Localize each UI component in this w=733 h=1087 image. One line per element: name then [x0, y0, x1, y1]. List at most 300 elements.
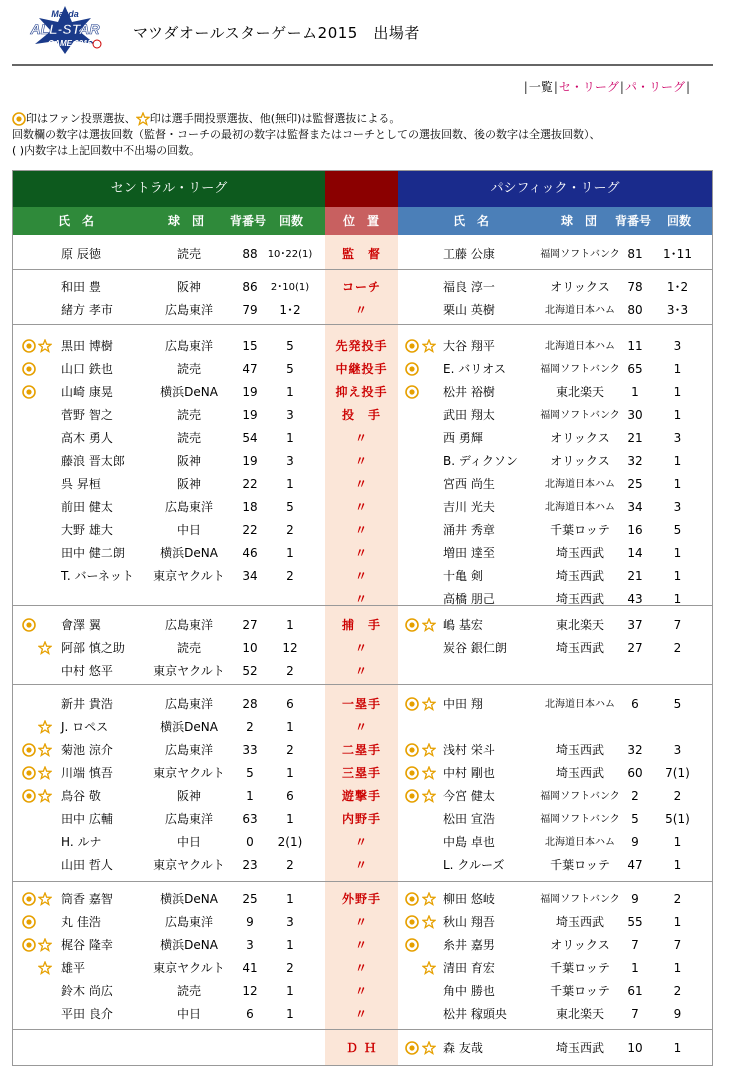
league-header-row [13, 171, 712, 207]
logo-text-2: ALL-STAR [30, 21, 100, 37]
central-selection-count: 10･22(1) [267, 249, 313, 260]
pacific-team: オリックス [550, 454, 610, 468]
header-divider [12, 64, 713, 66]
central-player-name: 梶谷 隆幸 [61, 938, 113, 952]
central-col-count: 回数 [279, 214, 304, 228]
central-uniform-number: 3 [246, 938, 254, 952]
central-team: 広島東洋 [164, 339, 213, 353]
fan-vote-icon [405, 339, 419, 356]
fan-vote-icon [22, 339, 36, 356]
central-player-name: 平田 良介 [61, 1007, 113, 1021]
position-label: 〃 [354, 641, 368, 655]
central-uniform-number: 23 [242, 858, 258, 872]
logo-text-1: Mazda [51, 9, 79, 19]
nav-link-all[interactable]: 一覧 [528, 80, 553, 94]
legend-notes [12, 111, 601, 159]
pacific-selection-count: 7(1) [665, 766, 690, 780]
position-label: 〃 [354, 961, 368, 975]
central-player-name: 菅野 智之 [61, 408, 113, 422]
central-uniform-number: 19 [242, 408, 258, 422]
pacific-uniform-number: 14 [627, 546, 643, 560]
pacific-team: 北海道日本ハム [545, 699, 615, 710]
pacific-selection-count: 1 [673, 1041, 682, 1055]
central-player-name: 原 辰徳 [61, 247, 101, 261]
central-uniform-number: 25 [242, 892, 258, 906]
pacific-uniform-number: 5 [631, 812, 639, 826]
pacific-player-name: 増田 達至 [443, 546, 495, 560]
all-star-logo [15, 4, 115, 56]
player-vote-icon [422, 892, 436, 909]
position-label: 〃 [354, 569, 368, 583]
pacific-uniform-number: 34 [627, 500, 643, 514]
fan-vote-icon [12, 112, 26, 126]
roster-table [12, 170, 713, 1066]
pacific-uniform-number: 1 [631, 961, 639, 975]
pacific-team: 千葉ロッテ [550, 961, 610, 975]
central-team: 東京ヤクルト [153, 858, 225, 872]
pacific-player-name: 宮西 尚生 [443, 477, 495, 491]
table-row [13, 693, 712, 716]
central-player-name: 雄平 [61, 961, 86, 975]
player-vote-icon [422, 961, 436, 978]
central-player-name: 和田 豊 [61, 280, 101, 294]
central-player-name: 山田 哲人 [61, 858, 113, 872]
central-player-name: 山口 鉄也 [61, 362, 113, 376]
central-selection-count: 2･10(1) [270, 282, 310, 293]
pacific-player-name: 武田 翔太 [443, 408, 495, 422]
position-label: 先発投手 [335, 339, 388, 353]
pacific-team: 埼玉西武 [555, 592, 604, 606]
pacific-uniform-number: 21 [627, 431, 643, 445]
player-vote-icon [38, 720, 52, 737]
pacific-columns-bg [398, 207, 712, 235]
pacific-uniform-number: 30 [627, 408, 643, 422]
central-team: 横浜DeNA [160, 720, 218, 734]
pacific-player-name: 大谷 翔平 [443, 339, 495, 353]
fan-vote-icon [405, 618, 419, 635]
fan-vote-icon [22, 915, 36, 932]
player-vote-icon [422, 1041, 436, 1058]
central-team: 東京ヤクルト [153, 664, 225, 678]
central-team: 読売 [176, 362, 201, 376]
pacific-player-name: 嶋 基宏 [443, 618, 483, 632]
central-uniform-number: 12 [242, 984, 258, 998]
column-header-row [13, 207, 712, 235]
fan-vote-icon [405, 915, 419, 932]
central-uniform-number: 5 [246, 766, 254, 780]
pacific-team: 埼玉西武 [555, 641, 604, 655]
pacific-selection-count: 3 [673, 339, 682, 353]
fan-vote-icon [22, 743, 36, 760]
table-row [13, 542, 712, 565]
central-selection-count: 5 [286, 362, 294, 376]
position-label: 〃 [354, 984, 368, 998]
table-row [13, 957, 712, 980]
central-selection-count: 5 [286, 500, 294, 514]
table-row [13, 358, 712, 381]
player-vote-icon [38, 766, 52, 783]
table-row [13, 614, 712, 637]
table-row [13, 934, 712, 957]
fan-vote-icon [22, 789, 36, 806]
position-label: 監 督 [341, 247, 381, 261]
central-selection-count: 3 [286, 454, 294, 468]
position-label: 二塁手 [341, 743, 381, 757]
nav-link-pacific[interactable]: パ・リーグ [624, 80, 685, 94]
pacific-team: 埼玉西武 [555, 766, 604, 780]
pacific-team: 福岡ソフトバンク [540, 410, 620, 421]
table-row [13, 911, 712, 934]
pacific-selection-count: 1 [673, 408, 682, 422]
pacific-player-name: 浅村 栄斗 [443, 743, 495, 757]
fan-vote-icon [405, 743, 419, 760]
central-team: 阪神 [176, 454, 201, 468]
pacific-team: 埼玉西武 [555, 546, 604, 560]
table-row [13, 450, 712, 473]
pacific-team: 福岡ソフトバンク [540, 249, 620, 260]
legend-absence-note: ( )内数字は上記回数中不出場の回数。 [12, 144, 201, 157]
pacific-col-team: 球 団 [561, 214, 598, 228]
central-player-name: 中村 悠平 [61, 664, 113, 678]
player-vote-icon [38, 641, 52, 658]
pacific-uniform-number: 1 [631, 385, 639, 399]
central-uniform-number: 22 [242, 477, 258, 491]
fan-vote-icon [405, 766, 419, 783]
position-label: 中継投手 [335, 362, 388, 376]
central-player-name: 前田 健太 [61, 500, 113, 514]
central-player-name: 鳥谷 敬 [61, 789, 101, 803]
pacific-player-name: 十亀 剣 [443, 569, 483, 583]
table-row [13, 660, 712, 683]
table-row [13, 404, 712, 427]
pacific-selection-count: 5 [673, 697, 682, 711]
central-team: 中日 [176, 835, 201, 849]
pacific-team: 東北楽天 [555, 1007, 604, 1021]
central-uniform-number: 47 [242, 362, 258, 376]
pacific-team: 北海道日本ハム [545, 341, 615, 352]
table-row [13, 588, 712, 611]
central-uniform-number: 41 [242, 961, 258, 975]
fan-vote-icon [405, 892, 419, 909]
legend-player-text: 印は選手間投票選抜、他(無印)は監督選抜による。 [149, 112, 401, 125]
pacific-selection-count: 7 [673, 618, 682, 632]
pacific-uniform-number: 60 [627, 766, 643, 780]
pacific-league-header: パシフィック・リーグ [398, 171, 712, 207]
central-uniform-number: 9 [246, 915, 254, 929]
central-team: 読売 [176, 431, 201, 445]
central-selection-count: 1 [286, 618, 294, 632]
central-team: 横浜DeNA [160, 546, 218, 560]
central-player-name: 藤浪 晋太郎 [61, 454, 125, 468]
central-player-name: 田中 健二朗 [61, 546, 125, 560]
central-selection-count: 2 [286, 569, 294, 583]
pacific-player-name: 森 友哉 [443, 1041, 483, 1055]
fan-vote-icon [405, 697, 419, 714]
central-team: 広島東洋 [164, 812, 213, 826]
table-row [13, 739, 712, 762]
pacific-team: 千葉ロッテ [550, 858, 610, 872]
table-row [13, 637, 712, 660]
pacific-selection-count: 1 [673, 592, 682, 606]
position-label: コーチ [341, 280, 381, 294]
central-uniform-number: 19 [242, 454, 258, 468]
central-player-name: 大野 雄大 [61, 523, 113, 537]
central-uniform-number: 33 [242, 743, 258, 757]
pacific-selection-count: 9 [673, 1007, 682, 1021]
central-selection-count: 12 [282, 641, 298, 655]
central-team: 読売 [176, 641, 201, 655]
pacific-player-name: B. ディクソン [443, 454, 518, 468]
pacific-team: オリックス [550, 431, 610, 445]
table-row [13, 496, 712, 519]
central-player-name: 丸 佳浩 [61, 915, 101, 929]
pacific-player-name: 中村 剛也 [443, 766, 495, 780]
central-uniform-number: 63 [242, 812, 258, 826]
central-team: 横浜DeNA [160, 938, 218, 952]
central-team: 横浜DeNA [160, 892, 218, 906]
league-nav: |一覧|セ・リーグ|パ・リーグ| [523, 80, 690, 94]
pacific-team: 東北楽天 [555, 618, 604, 632]
pacific-player-name: 松田 宣浩 [443, 812, 495, 826]
pacific-selection-count: 3･3 [666, 303, 689, 317]
pacific-selection-count: 1 [673, 385, 682, 399]
pacific-player-name: 栗山 英樹 [443, 303, 495, 317]
pacific-player-name: 中田 翔 [443, 697, 483, 711]
player-vote-icon [422, 339, 436, 356]
central-uniform-number: 88 [242, 247, 258, 261]
pacific-uniform-number: 80 [627, 303, 643, 317]
pacific-selection-count: 5 [673, 523, 682, 537]
position-label: 〃 [354, 546, 368, 560]
pacific-uniform-number: 37 [627, 618, 643, 632]
pacific-uniform-number: 9 [631, 892, 639, 906]
pacific-team: 北海道日本ハム [545, 479, 615, 490]
central-team: 阪神 [176, 477, 201, 491]
player-vote-icon [38, 789, 52, 806]
central-selection-count: 1 [286, 1007, 294, 1021]
central-uniform-number: 27 [242, 618, 258, 632]
pacific-team: 北海道日本ハム [545, 502, 615, 513]
position-label: 〃 [354, 500, 368, 514]
table-row [13, 565, 712, 588]
table-row [13, 808, 712, 831]
position-label: 投 手 [341, 408, 381, 422]
position-label: 〃 [354, 664, 368, 678]
central-player-name: 田中 広輔 [61, 812, 113, 826]
player-vote-icon [38, 892, 52, 909]
pacific-uniform-number: 2 [631, 789, 639, 803]
pacific-selection-count: 1 [673, 961, 682, 975]
table-row [13, 335, 712, 358]
central-selection-count: 2 [286, 523, 294, 537]
central-team: 東京ヤクルト [153, 961, 225, 975]
section-divider [13, 1029, 712, 1030]
player-vote-icon [422, 789, 436, 806]
central-selection-count: 2 [286, 858, 294, 872]
position-label: 〃 [354, 303, 368, 317]
player-vote-icon [422, 743, 436, 760]
player-vote-icon [422, 697, 436, 714]
position-label: 〃 [354, 938, 368, 952]
table-row [13, 473, 712, 496]
table-row [13, 888, 712, 911]
central-team: 阪神 [176, 789, 201, 803]
position-label: 〃 [354, 477, 368, 491]
fan-vote-icon [22, 766, 36, 783]
central-selection-count: 1 [286, 938, 294, 952]
central-col-name: 氏 名 [58, 214, 95, 228]
fan-vote-icon [405, 938, 419, 955]
pacific-selection-count: 1･2 [666, 280, 689, 294]
fan-vote-icon [22, 385, 36, 402]
central-uniform-number: 79 [242, 303, 258, 317]
pacific-player-name: 福良 淳一 [443, 280, 495, 294]
position-col-header: 位 置 [343, 214, 380, 228]
central-uniform-number: 54 [242, 431, 258, 445]
central-team: 横浜DeNA [160, 385, 218, 399]
central-player-name: 菊池 涼介 [61, 743, 113, 757]
pacific-uniform-number: 21 [627, 569, 643, 583]
table-row [13, 519, 712, 542]
pacific-team: 千葉ロッテ [550, 523, 610, 537]
section-divider [13, 269, 712, 270]
pacific-player-name: 今宮 健太 [443, 789, 495, 803]
fan-vote-icon [405, 385, 419, 402]
position-label: 遊撃手 [341, 789, 381, 803]
pacific-player-name: L. クルーズ [443, 858, 505, 872]
pacific-selection-count: 7 [673, 938, 682, 952]
table-row [13, 785, 712, 808]
central-player-name: 會澤 翼 [61, 618, 101, 632]
pacific-uniform-number: 32 [627, 743, 643, 757]
pacific-player-name: 炭谷 銀仁朗 [443, 641, 507, 655]
pacific-selection-count: 2 [673, 892, 682, 906]
central-selection-count: 1 [286, 546, 294, 560]
fan-vote-icon [22, 892, 36, 909]
central-uniform-number: 2 [246, 720, 254, 734]
central-team: 広島東洋 [164, 618, 213, 632]
central-team: 読売 [176, 247, 201, 261]
pacific-selection-count: 1･11 [663, 247, 692, 261]
pacific-player-name: 西 勇輝 [443, 431, 483, 445]
central-uniform-number: 18 [242, 500, 258, 514]
pacific-uniform-number: 7 [631, 1007, 639, 1021]
central-team: 広島東洋 [164, 697, 213, 711]
pacific-uniform-number: 78 [627, 280, 643, 294]
pacific-uniform-number: 9 [631, 835, 639, 849]
position-label: 〃 [354, 720, 368, 734]
pacific-uniform-number: 47 [627, 858, 643, 872]
pacific-selection-count: 3 [673, 743, 682, 757]
central-selection-count: 1･2 [279, 303, 301, 317]
pacific-uniform-number: 16 [627, 523, 643, 537]
player-vote-icon [38, 961, 52, 978]
central-player-name: H. ルナ [61, 835, 102, 849]
pacific-player-name: 工藤 公康 [443, 247, 495, 261]
central-player-name: 緒方 孝市 [61, 303, 113, 317]
central-col-team: 球 団 [168, 214, 205, 228]
central-selection-count: 2 [286, 664, 294, 678]
table-row [13, 1003, 712, 1026]
pacific-player-name: E. バリオス [443, 362, 506, 376]
central-selection-count: 2(1) [277, 835, 303, 849]
pacific-team: 埼玉西武 [555, 915, 604, 929]
fan-vote-icon [405, 1041, 419, 1058]
pacific-col-count: 回数 [667, 214, 692, 228]
table-row [13, 243, 712, 266]
central-player-name: 新井 貴浩 [61, 697, 113, 711]
central-selection-count: 1 [286, 431, 294, 445]
nav-link-central[interactable]: セ・リーグ [558, 80, 619, 94]
central-selection-count: 1 [286, 984, 294, 998]
central-uniform-number: 1 [246, 789, 254, 803]
central-selection-count: 3 [286, 408, 294, 422]
pacific-selection-count: 1 [673, 569, 682, 583]
pacific-uniform-number: 10 [627, 1041, 643, 1055]
central-col-number: 背番号 [230, 214, 267, 228]
fan-vote-icon [405, 789, 419, 806]
section-divider [13, 684, 712, 685]
fan-vote-icon [22, 362, 36, 379]
pacific-team: 福岡ソフトバンク [540, 364, 620, 375]
player-vote-icon [38, 339, 52, 356]
pacific-uniform-number: 6 [631, 697, 639, 711]
fan-vote-icon [405, 362, 419, 379]
central-team: 中日 [176, 523, 201, 537]
position-label: Ｄ Ｈ [345, 1041, 378, 1055]
pacific-uniform-number: 11 [627, 339, 643, 353]
pacific-team: 北海道日本ハム [545, 837, 615, 848]
central-team: 東京ヤクルト [153, 569, 225, 583]
fan-vote-icon [22, 938, 36, 955]
section-divider [13, 881, 712, 882]
central-selection-count: 1 [286, 720, 294, 734]
central-selection-count: 5 [286, 339, 294, 353]
pacific-player-name: 松井 稼頭央 [443, 1007, 507, 1021]
central-player-name: 山崎 康晃 [61, 385, 113, 399]
position-label: 〃 [354, 454, 368, 468]
pacific-selection-count: 5(1) [665, 812, 690, 826]
central-player-name: 高木 勇人 [61, 431, 113, 445]
central-uniform-number: 22 [242, 523, 258, 537]
player-vote-icon [136, 112, 150, 126]
pacific-team: オリックス [550, 280, 610, 294]
pacific-player-name: 清田 育宏 [443, 961, 495, 975]
central-team: 東京ヤクルト [153, 766, 225, 780]
position-label: 抑え投手 [335, 385, 388, 399]
pacific-team: 千葉ロッテ [550, 984, 610, 998]
central-team: 広島東洋 [164, 743, 213, 757]
central-player-name: 鈴木 尚広 [61, 984, 113, 998]
central-uniform-number: 6 [246, 1007, 254, 1021]
pacific-selection-count: 2 [673, 641, 682, 655]
pacific-col-name: 氏 名 [453, 214, 490, 228]
player-vote-icon [422, 915, 436, 932]
pacific-team: 埼玉西武 [555, 1041, 604, 1055]
section-divider [13, 324, 712, 325]
position-label: 一塁手 [341, 697, 381, 711]
table-row [13, 831, 712, 854]
central-team: 阪神 [176, 280, 201, 294]
pacific-selection-count: 1 [673, 362, 682, 376]
pacific-team: 福岡ソフトバンク [540, 791, 620, 802]
central-uniform-number: 46 [242, 546, 258, 560]
pacific-player-name: 中島 卓也 [443, 835, 495, 849]
pacific-player-name: 松井 裕樹 [443, 385, 495, 399]
table-row [13, 716, 712, 739]
pacific-player-name: 糸井 嘉男 [443, 938, 495, 952]
central-player-name: 黒田 博樹 [61, 339, 113, 353]
